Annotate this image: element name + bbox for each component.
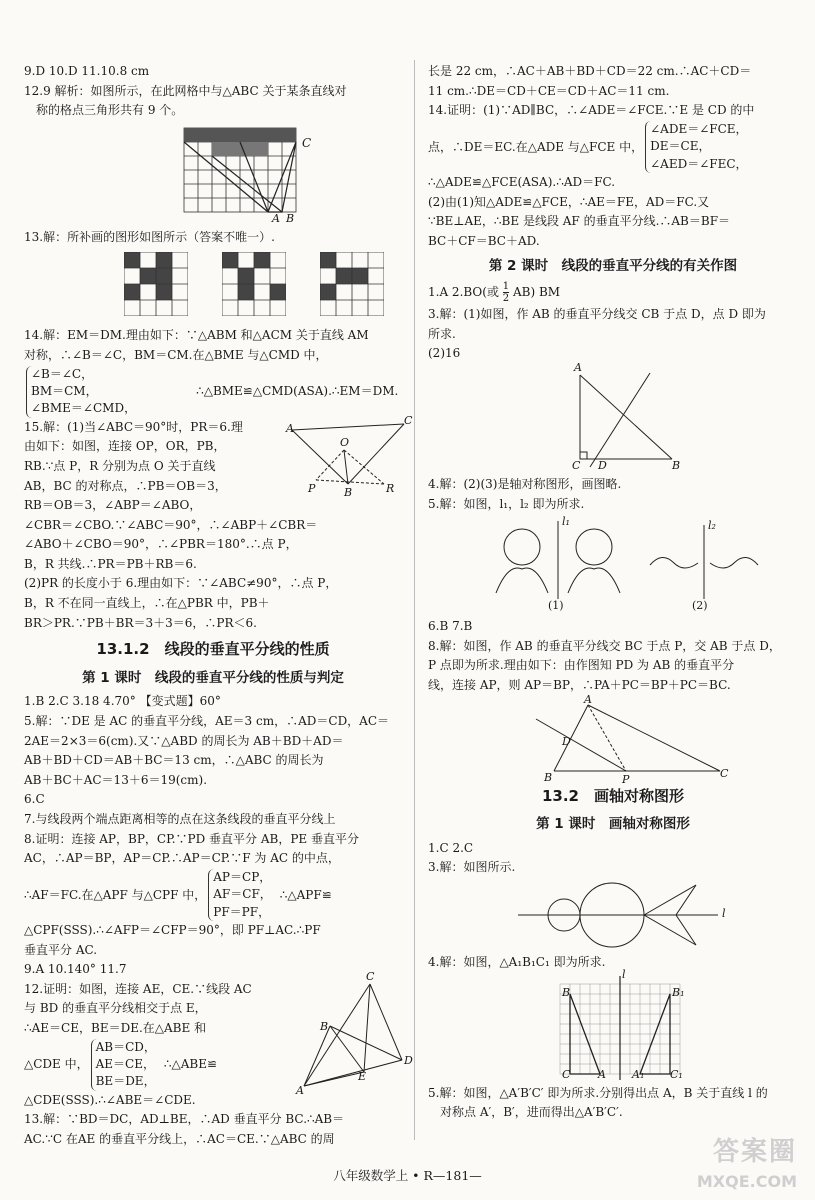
fig-label: C₁ <box>670 1067 683 1081</box>
fig-caption: (1) <box>548 599 564 613</box>
fig-label: B <box>562 985 571 999</box>
answer-line: 14.证明：(1)∵AD∥BC，∴∠ADE＝∠FCE.∵E 是 CD 的中 <box>428 103 755 118</box>
fig-label: D <box>562 734 571 748</box>
answer-line: 长是 22 cm，∴AC＋AB＋BD＋CD＝22 cm.∴AC＋CD＝ <box>428 64 752 78</box>
fig-label: A <box>296 1083 304 1097</box>
brace-line: AF＝CF， <box>213 887 272 902</box>
answer-line: 15.解：(1)当∠ABC＝90°时，PR＝6.理 <box>24 419 243 434</box>
answer-line: 5.解：∵DE 是 AC 的垂直平分线，AE＝3 cm，∴AD＝CD，AC＝ <box>24 714 390 729</box>
column-divider <box>414 60 415 1140</box>
fig-label: P <box>308 481 316 495</box>
grid-triangle-figure <box>174 124 402 224</box>
brace-system-8 <box>24 869 402 921</box>
answer-line: △CPF(SSS).∴∠AFP＝∠CFP＝90°，即 PF⊥AC.∴PF <box>24 922 321 937</box>
figure-5-svg <box>478 517 778 603</box>
answer-line: 6.B 7.B <box>428 619 473 634</box>
figure-8-svg <box>528 699 728 779</box>
section-heading: 13.2 画轴对称图形 <box>541 786 684 805</box>
brace-line: ∠BME＝∠CMD， <box>31 401 137 416</box>
answer-line: ∵BE⊥AE，∴BE 是线段 AF 的垂直平分线.∴AB＝BF＝ <box>428 214 731 229</box>
answer-fragment: 1.A 2.BO(或 <box>428 285 499 300</box>
fig-label: l₁ <box>562 515 570 529</box>
fig-label: C <box>366 969 375 983</box>
fig-label: C <box>404 413 413 427</box>
fig-label-a: A <box>272 211 280 225</box>
answer-line: AB＋BD＋CD＝AB＋BC＝13 cm，∴△ABC 的周长为 <box>24 753 324 768</box>
fraction-numerator: 1 <box>502 281 510 293</box>
answer-line: 4.解：(2)(3)是轴对称图形，画图略. <box>428 477 622 492</box>
answer-line: 11 cm.∴DE＝CD＋CE＝CD＋AC＝11 cm. <box>428 83 670 98</box>
fig-label: E <box>358 1069 367 1083</box>
answer-line: 12.9 解析：如图所示，在此网格中与△ABC 关于某条直线对 <box>24 83 347 98</box>
brace-line: ∠ADE＝∠FCE， <box>650 121 748 136</box>
answer-line: ∴AE＝CE，BE＝DE.在△ABE 和 <box>24 1020 207 1035</box>
fig-label: A <box>598 1067 606 1081</box>
answer-fragment: AB) BM <box>512 285 561 300</box>
answer-line: B，R 不在同一直线上，∴在△PBR 中，PB＋ <box>24 596 270 611</box>
answer-line: BC＋CF＝BC＋AD. <box>428 233 540 248</box>
pattern-figure-2 <box>222 252 286 316</box>
brace-line: ∠B＝∠C， <box>31 366 94 381</box>
fig-label-c: C <box>302 135 312 150</box>
answer-line: 称的格点三角形共有 9 个。 <box>36 103 184 118</box>
fig-label: B <box>320 1019 329 1033</box>
fig-label: D <box>404 1053 413 1067</box>
answer-line: 13.解：所补画的图形如图所示（答案不唯一）. <box>24 229 275 244</box>
fig-label: A <box>584 692 592 706</box>
answer-line: 3.解：如图所示. <box>428 860 516 875</box>
brace-system-14 <box>24 366 402 418</box>
brace-line: DE＝CE， <box>650 139 711 154</box>
answer-line: △CDE(SSS).∴∠ABE＝∠CDE. <box>24 1092 196 1107</box>
brace-line: ∠AED＝∠FEC， <box>650 156 748 171</box>
section-subheading: 第 2 课时 线段的垂直平分线的有关作图 <box>488 258 738 275</box>
answer-line: (2)PR 的长度小于 6.理由如下：∵∠ABC≠90°，∴点 P， <box>24 576 338 591</box>
answer-line: (2)由(1)知△ADE≌△FCE，∴AE＝FE，AD＝FC.又 <box>428 194 710 209</box>
answer-line: AC，∴AP＝BP，AP＝CP.∴AP＝CP.∵F 为 AC 的中点， <box>24 851 340 866</box>
fig-label: R <box>386 481 395 495</box>
figure-3b-svg <box>518 881 738 949</box>
brace-result: ∴△ABE≌ <box>163 1057 218 1072</box>
answer-line <box>428 281 798 304</box>
fig-label: D <box>598 459 607 473</box>
answer-line: 8.解：如图，作 AB 的垂直平分线交 BC 于点 P，交 AB 于点 D， <box>428 638 781 653</box>
figure-8 <box>528 692 729 786</box>
brace-line: AP＝CP， <box>213 869 272 884</box>
answer-line: 点，∴DE＝EC.在△ADE 与△FCE 中， <box>428 139 644 154</box>
fig-label-b: B <box>286 211 295 225</box>
answer-line: 3.解：(1)如图，作 AB 的垂直平分线交 CB 于点 D，点 D 即为 <box>428 307 766 322</box>
answer-line: △CDE 中， <box>24 1057 89 1072</box>
right-column <box>428 62 798 1123</box>
figure-12b <box>294 969 414 1097</box>
answer-line: 5.解：如图，l₁，l₂ 即为所求. <box>428 496 585 511</box>
brace <box>645 121 747 173</box>
answer-line: 12.证明：如图，连接 AE，CE.∵线段 AC <box>24 981 252 996</box>
fig-label: C <box>572 459 581 473</box>
figure-12b-svg <box>294 976 414 1096</box>
pattern-figures <box>124 252 402 322</box>
answer-line: (2)16 <box>428 346 461 361</box>
answer-line: 4.解：如图，△A₁B₁C₁ 即为所求. <box>428 954 606 969</box>
brace-result: ∴△BME≌△CMD(ASA).∴EM＝DM. <box>196 384 399 399</box>
brace-line: BE＝DE， <box>95 1074 156 1089</box>
fig-label: B <box>344 485 353 499</box>
answer-line: 9.D 10.D 11.10.8 cm <box>24 64 150 78</box>
answer-line: 对称点 A′，B′，进而得出△A′B′C′. <box>440 1105 623 1120</box>
answer-line: BR＞PR.∵PB＋BR＝3＋3＝6，∴PR＜6. <box>24 615 257 630</box>
figure-3 <box>568 361 688 473</box>
answer-line: AB，BC 的对称点，∴PB＝OB＝3， <box>24 478 227 493</box>
section-subheading: 第 1 课时 画轴对称图形 <box>536 815 690 832</box>
fraction-denominator: 2 <box>502 293 510 305</box>
answer-line: 对称，∴∠B＝∠C，BM＝CM.在△BME 与△CMD 中， <box>24 347 328 362</box>
answer-line: AB＋BC＋AC＝13＋6＝19(cm). <box>24 772 208 787</box>
fig-label: A₁ <box>632 1067 645 1081</box>
fig-label: l <box>722 906 726 920</box>
fig-label: C <box>562 1067 571 1081</box>
answer-line: 7.与线段两个端点距离相等的点在这条线段的垂直平分线上 <box>24 812 336 826</box>
brace-result: ∴△APF≌ <box>279 887 332 902</box>
answer-line: ∠CBR＝∠CBO.∵∠ABC＝90°，∴∠ABP＋∠CBR＝ <box>24 517 318 532</box>
answer-line: 线，连接 AP，则 AP＝BP，∴PA＋PC＝BP＋PC＝BC. <box>428 678 731 692</box>
brace-line: AE＝CE， <box>95 1056 155 1071</box>
brace <box>26 366 136 418</box>
answer-line: 14.解：EM＝DM.理由如下：∵△ABM 和△ACM 关于直线 AM <box>24 328 369 343</box>
answer-line: 13.解：∵BD＝DC，AD⊥BE，∴AD 垂直平分 BC.∴AB＝ <box>24 1112 345 1127</box>
watermark-url: MXQE.COM <box>696 1172 797 1191</box>
fig-label: B₁ <box>672 985 685 999</box>
answer-line: 1.C 2.C <box>428 840 474 855</box>
problem-15 <box>24 413 413 515</box>
answer-line: 2AE＝2×3＝6(cm).又∵△ABD 的周长为 AB＋BD＋AD＝ <box>24 733 344 748</box>
answer-line: 6.C <box>24 792 45 807</box>
answer-line: 所求. <box>428 326 456 341</box>
fig-label: A <box>574 361 582 375</box>
fig-label: A <box>286 421 294 435</box>
fig-label: P <box>622 772 630 786</box>
answer-line: 1.B 2.C 3.18 4.70° 【变式题】60° <box>24 694 221 709</box>
answer-line: ∴△ADE≌△FCE(ASA).∴AD＝FC. <box>428 174 616 189</box>
fig-label: l₂ <box>708 519 716 533</box>
answer-line: RB.∵点 P，R 分别为点 O 关于直线 <box>24 458 216 473</box>
answer-line: 垂直平分 AC. <box>24 942 98 957</box>
answer-line: 9.A 10.140° 11.7 <box>24 962 127 977</box>
page-footer: 八年级数学上 • R—181— <box>333 1168 482 1183</box>
brace-line: PF＝PF， <box>213 904 271 919</box>
section-subheading: 第 1 课时 线段的垂直平分线的性质与判定 <box>82 669 344 686</box>
figure-3b <box>518 881 738 949</box>
figure-3-svg <box>568 367 688 471</box>
answer-line: 8.证明：连接 AP，BP，CP.∵PD 垂直平分 AB，PE 垂直平分 <box>24 831 359 846</box>
brace-line: AB＝CD， <box>95 1039 156 1054</box>
figure-4 <box>556 967 696 1081</box>
section-heading: 13.1.2 线段的垂直平分线的性质 <box>96 640 330 659</box>
answer-line: 由如下：如图，连接 OP，OR，PB， <box>24 439 226 454</box>
figure-15 <box>286 413 416 508</box>
answer-line: 与 BD 的垂直平分线相交于点 E， <box>24 1001 207 1016</box>
answer-line: AC.∵C 在AE 的垂直平分线上，∴AC＝CE.∵△ABC 的周 <box>24 1131 335 1146</box>
brace <box>91 1039 156 1091</box>
grid-figure-svg <box>174 124 314 224</box>
pattern-figure-1 <box>124 252 188 316</box>
fig-label: l <box>622 967 626 981</box>
fig-caption: (2) <box>692 599 708 613</box>
fig-label: B <box>672 459 681 473</box>
left-column <box>24 62 413 1149</box>
answer-line: ∠ABO＋∠CBO＝90°，∴∠PBR＝180°.∴点 P， <box>24 537 298 552</box>
fraction <box>503 281 509 304</box>
fig-label: C <box>720 766 729 780</box>
brace-system-14r <box>428 121 798 173</box>
fig-label: O <box>340 435 350 449</box>
figure-5 <box>478 517 778 613</box>
brace <box>208 869 272 921</box>
answer-line: B，R 共线.∴PR＝PB＋RB＝6. <box>24 556 197 571</box>
answer-line: RB＝OB＝3，∠ABP＝∠ABO， <box>24 498 202 513</box>
pattern-figure-3 <box>320 252 384 316</box>
fig-label: B <box>544 770 553 784</box>
brace-line: BM＝CM， <box>31 383 98 398</box>
answer-line: P 点即为所求.理由如下：由作图知 PD 为 AB 的垂直平分 <box>428 658 735 673</box>
answer-line: 5.解：如图，△A′B′C′ 即为所求.分别得出点 A，B 关于直线 l 的 <box>428 1085 768 1100</box>
answer-line: ∴AF＝FC.在△APF 与△CPF 中， <box>24 887 207 902</box>
watermark-logo: 答案圈 <box>712 1137 797 1167</box>
